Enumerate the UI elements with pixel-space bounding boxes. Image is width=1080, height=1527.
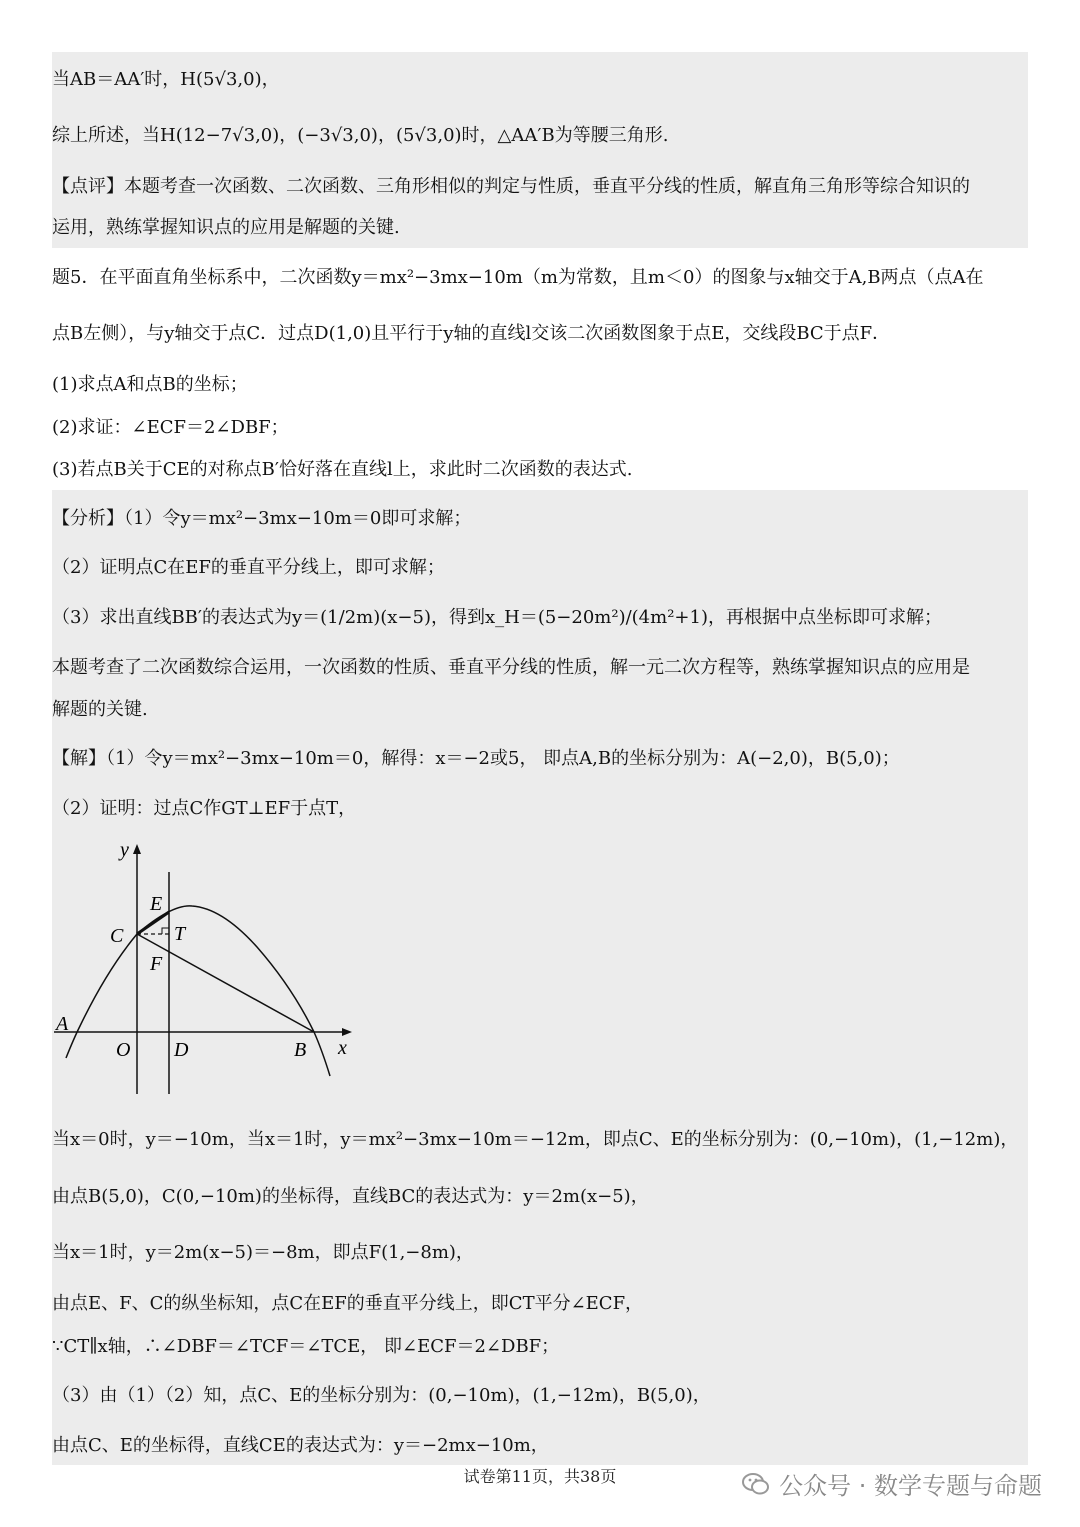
- label-e: E: [150, 893, 163, 915]
- text-line: 当AB＝AA′时，H(5√3,0)，: [52, 69, 280, 90]
- label-b: B: [294, 1039, 307, 1061]
- wechat-icon: [741, 1469, 771, 1499]
- segment-ce: [137, 912, 169, 934]
- text-line: 由点C、E的坐标得，直线CE的表达式为：y＝−2mx−10m，: [52, 1435, 549, 1456]
- question-2: (2)求证：∠ECF＝2∠DBF；: [52, 417, 289, 438]
- solution-3: （3）由（1）（2）知，点C、E的坐标分别为：(0,−10m)，(1,−12m)，B(5,0)，: [52, 1385, 711, 1406]
- text-line: 当x＝1时，y＝2m(x−5)＝−8m，即点F(1,−8m)，: [52, 1242, 474, 1263]
- label-f: F: [150, 953, 163, 975]
- text-line: 由点E、F、C的纵坐标知，点C在EF的垂直平分线上，即CT平分∠ECF，: [52, 1293, 644, 1314]
- x-axis-arrow: [342, 1028, 352, 1036]
- analysis-3: （3）求出直线BB′的表达式为y＝(1/2m)(x−5)，得到x_H＝(5−20m²)/(4m²+1)，再根据中点坐标即可求解；: [52, 607, 942, 628]
- text-line: 运用，熟练掌握知识点的应用是解题的关键.: [52, 217, 400, 238]
- watermark-text: 公众号 · 数学专题与命题: [779, 1472, 1042, 1500]
- label-c: C: [110, 925, 124, 947]
- problem-title: 题5．在平面直角坐标系中，二次函数y＝mx²−3mx−10m（m为常数，且m＜0）的图象与x轴交于A,B两点（点A在: [52, 267, 984, 288]
- label-d: D: [174, 1039, 189, 1061]
- analysis-1: 【分析】（1）令y＝mx²−3mx−10m＝0即可求解；: [52, 508, 472, 529]
- solution-2: （2）证明：过点C作GT⊥EF于点T，: [52, 798, 357, 819]
- label-x: x: [338, 1037, 347, 1059]
- text-line: ∵CT∥x轴，∴∠DBF＝∠TCF＝∠TCE， 即∠ECF＝2∠DBF；: [52, 1336, 560, 1357]
- question-3: (3)若点B关于CE的对称点B′恰好落在直线l上，求此时二次函数的表达式.: [52, 459, 633, 480]
- watermark: [741, 1466, 1042, 1501]
- segment-cb: [137, 934, 314, 1032]
- label-y: y: [120, 842, 129, 861]
- figure-svg: [52, 842, 354, 1098]
- parabola-curve: [66, 906, 330, 1076]
- text-line: 由点B(5,0)，C(0,−10m)的坐标得，直线BC的表达式为：y＝2m(x−5)，: [52, 1186, 649, 1207]
- y-axis-arrow: [133, 844, 141, 854]
- parabola-figure: [52, 842, 354, 1098]
- text-line: 解题的关键.: [52, 699, 148, 720]
- solution-1: 【解】（1）令y＝mx²−3mx−10m＝0，解得：x＝−2或5， 即点A,B的坐标分别为：A(−2,0)，B(5,0)；: [52, 748, 900, 769]
- right-angle-mark: [162, 928, 169, 934]
- text-line: 点B左侧），与y轴交于点C．过点D(1,0)且平行于y轴的直线l交该二次函数图象于点E，交线段BC于点F．: [52, 323, 891, 344]
- text-line: 综上所述，当H(12−7√3,0)，(−3√3,0)，(5√3,0)时，△AA′B为等腰三角形.: [52, 125, 669, 146]
- label-t: T: [174, 923, 186, 945]
- analysis-2: （2）证明点C在EF的垂直平分线上，即可求解；: [52, 557, 445, 578]
- label-o: O: [116, 1039, 131, 1061]
- question-1: (1)求点A和点B的坐标；: [52, 374, 248, 395]
- text-line: 当x＝0时，y＝−10m，当x＝1时，y＝mx²−3mx−10m＝−12m，即点C、E的坐标分别为：(0,−10m)，(1,−12m)，: [52, 1129, 1019, 1150]
- text-line: 【点评】本题考查一次函数、二次函数、三角形相似的判定与性质，垂直平分线的性质，解直角三角形等综合知识的: [52, 176, 970, 197]
- page-footer: 试卷第11页，共38页: [463, 1467, 617, 1486]
- text-line: 本题考查了二次函数综合运用，一次函数的性质、垂直平分线的性质，解一元二次方程等，熟练掌握知识点的应用是: [52, 657, 970, 678]
- label-a: A: [56, 1013, 69, 1035]
